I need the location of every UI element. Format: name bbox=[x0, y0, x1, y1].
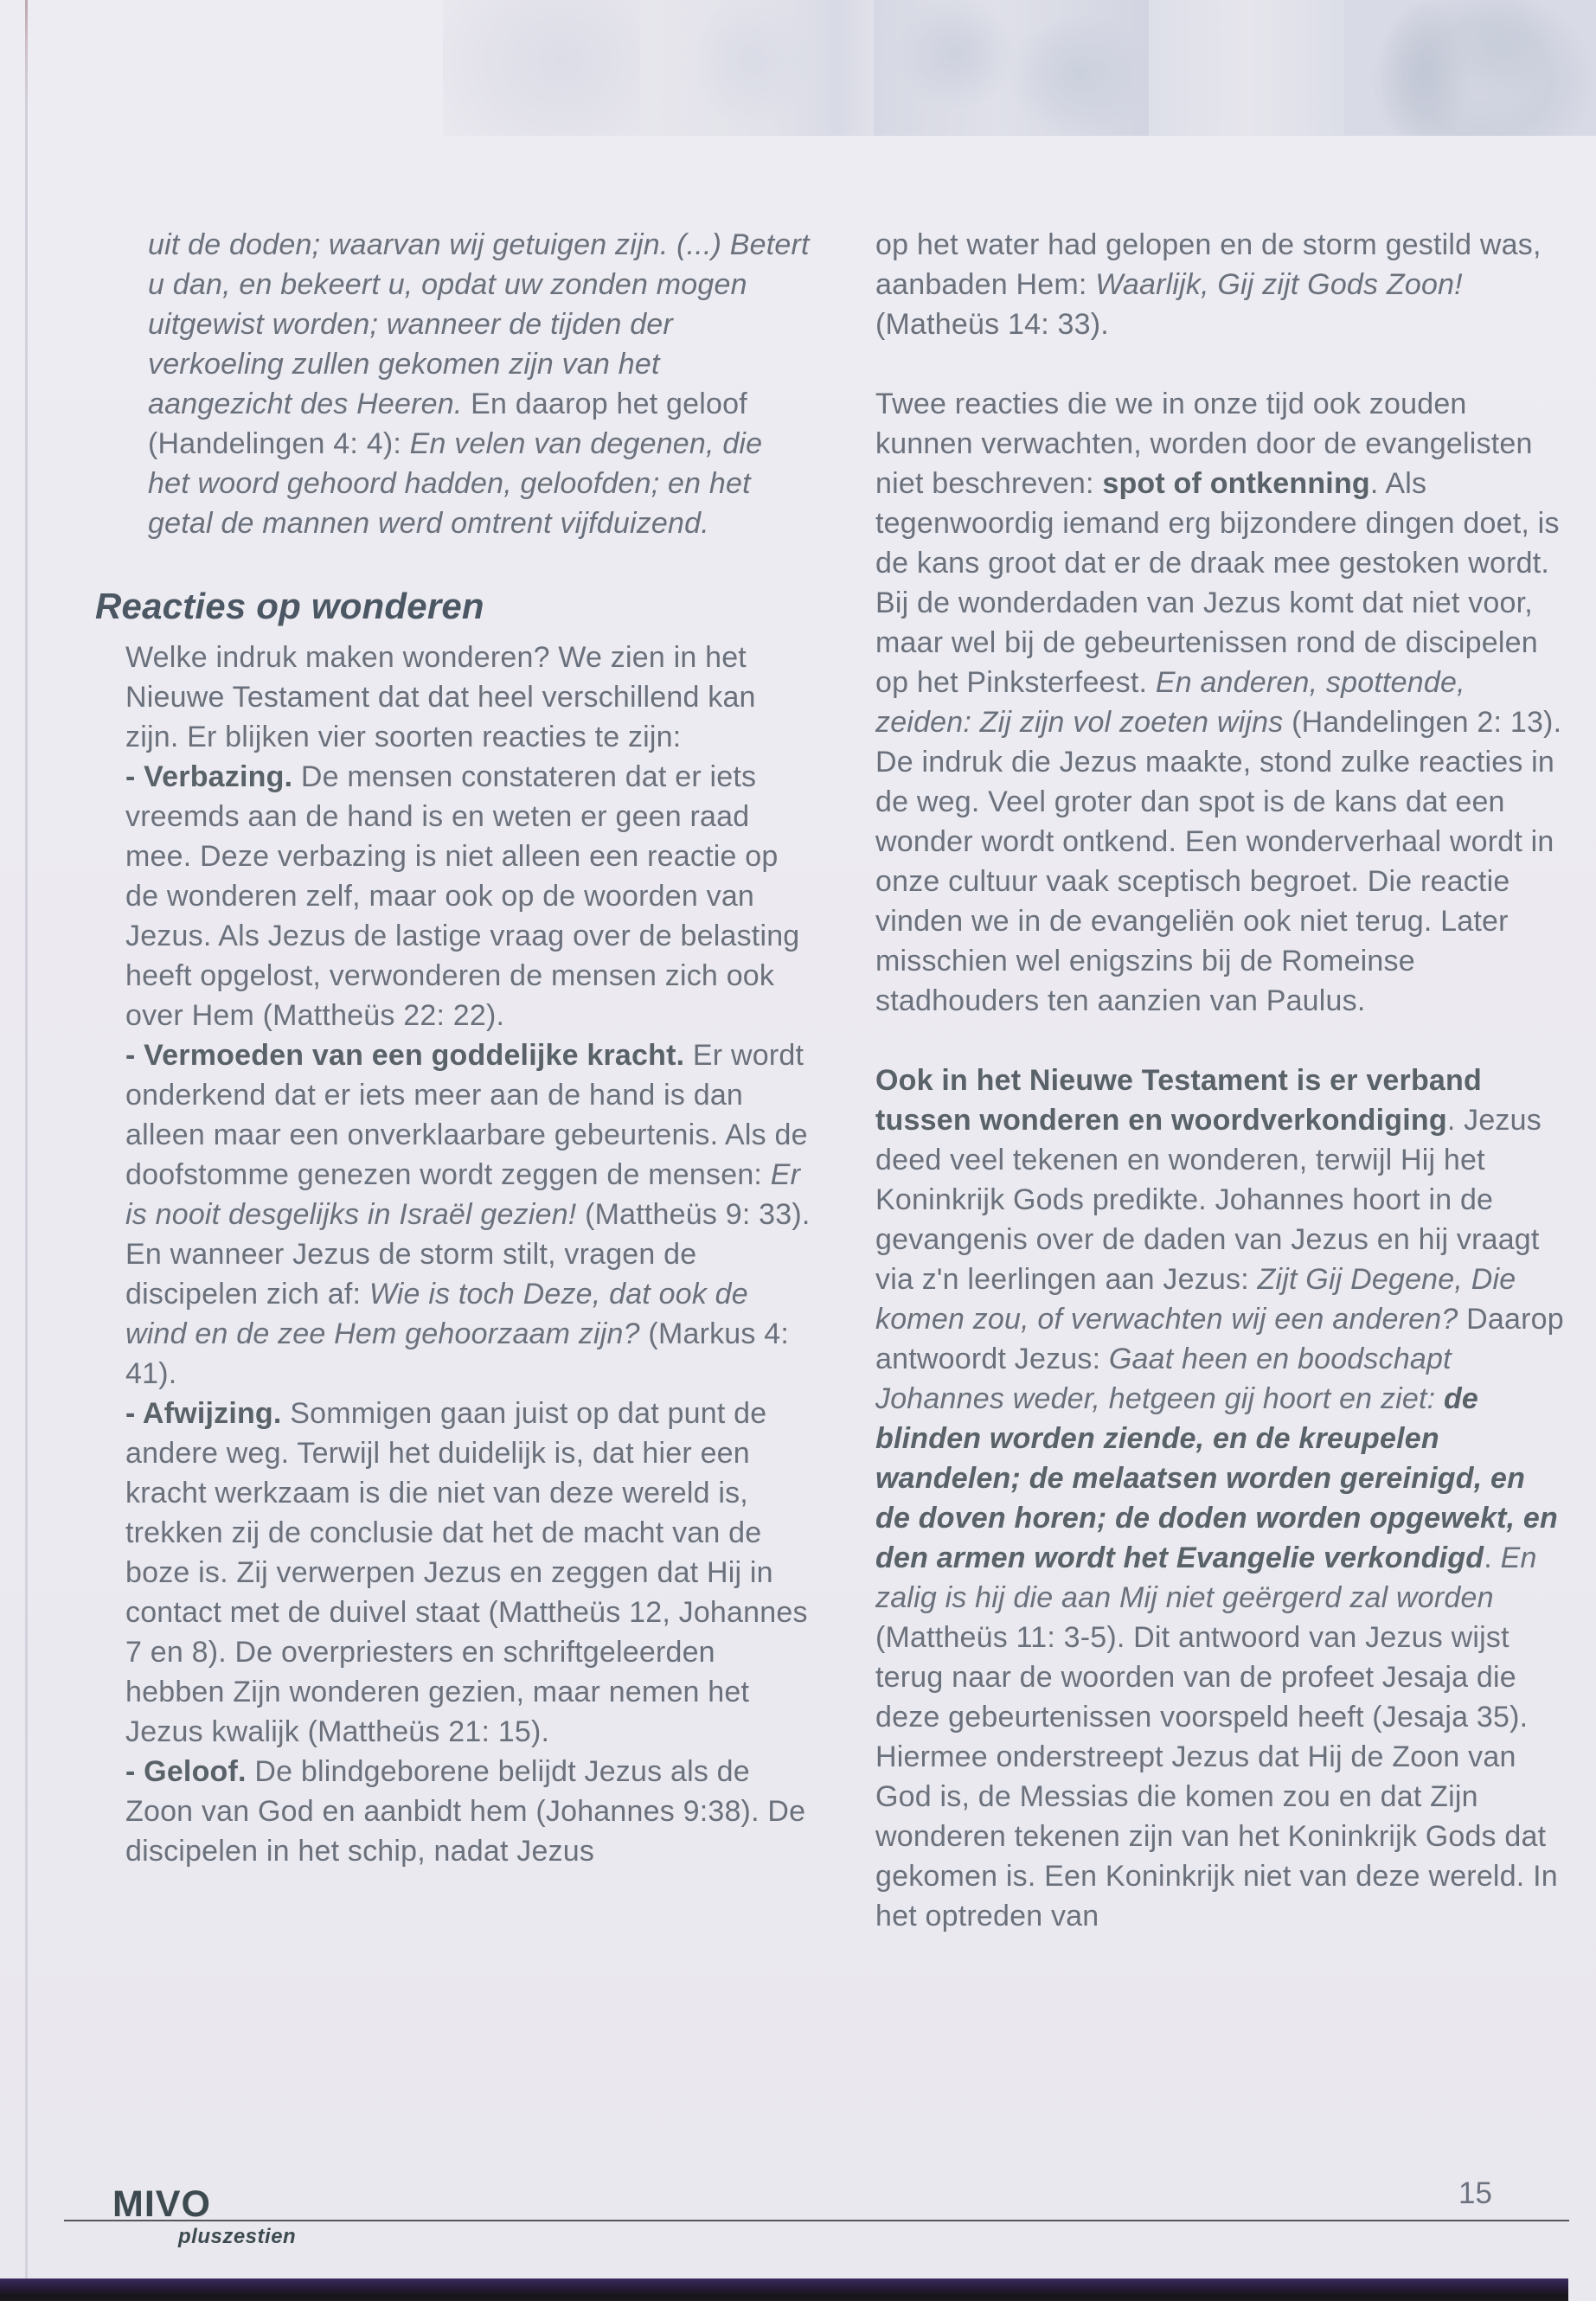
text-segment: . Als tegenwoordig iemand erg bijzondere dingen doet, is de kans groot dat er de draak mee gestoken wordt. Bij de wonderdaden van Jezus komt dat niet voor, maar wel bij de gebeurtenissen rond de discipelen op het Pinksterfeest. bbox=[875, 467, 1560, 699]
text-segment: . Jezus deed veel tekenen en wonderen, terwijl Hij het Koninkrijk Gods predikte. Johannes hoort in de gevangenis over de daden van Jezus en hij vraagt via z'n leerlingen aan Jezus: bbox=[875, 1104, 1542, 1296]
text-segment: (Mattheüs 11: 3-5). Dit antwoord van Jezus wijst terug naar de woorden van de profeet Jesaja die deze gebeurtenissen voorspeld heeft (Jesaja 35). Hiermee onderstreept Jezus dat Hij de Zoon van God is, de Messias die komen zou en dat Zijn wonderen tekenen zijn van het Koninkrijk Gods dat gekomen is. Een Koninkrijk niet van deze wereld. In het optreden van bbox=[875, 1621, 1558, 1932]
text-segment: Zijt Gij Degene, Die komen zou, of verwachten wij een anderen? bbox=[875, 1263, 1516, 1336]
text-segment: En anderen, spottende, zeiden: Zij zijn vol zoeten wijns bbox=[875, 666, 1465, 739]
header-photo-1 bbox=[443, 0, 640, 136]
right-column bbox=[875, 225, 1564, 1936]
text-segment: Er is nooit desgelijks in Israël gezien! bbox=[125, 1158, 801, 1231]
text-segment: de blinden worden ziende, en de kreupelen wandelen; de melaatsen worden gereinigd, en de doven horen; de doden worden opgewekt, en den armen wordt het Evangelie verkondigd bbox=[875, 1382, 1558, 1574]
body-paragraph bbox=[125, 1752, 811, 1871]
text-segment: - Verbazing. bbox=[125, 760, 293, 793]
text-segment: En daarop het geloof (Handelingen 4: 4): bbox=[148, 388, 747, 460]
text-segment: Twee reacties die we in onze tijd ook zouden kunnen verwachten, worden door de evangelisten niet beschreven: bbox=[875, 388, 1533, 500]
body-paragraph bbox=[125, 1035, 811, 1394]
text-segment: Sommigen gaan juist op dat punt de andere weg. Terwijl het duidelijk is, dat hier een kracht werkzaam is die niet van deze wereld is, trekken zij de conclusie dat het de macht van de boze is. Zij verwerpen Jezus en zeggen dat Hij in contact met de duivel staat (Mattheüs 12, Johannes 7 en 8). De overpriesters en schriftgeleerden hebben Zijn wonderen gezien, maar nemen het Jezus kwalijk (Mattheüs 21: 15). bbox=[125, 1397, 808, 1748]
text-segment: . bbox=[1484, 1541, 1501, 1574]
page-number: 15 bbox=[1458, 2176, 1492, 2210]
text-segment: Wie is toch Deze, dat ook de wind en de zee Hem gehoorzaam zijn? bbox=[125, 1278, 748, 1350]
text-segment: uit de doden; waarvan wij getuigen zijn. (...) Betert u dan, en bekeert u, opdat uw zonden mogen uitgewist worden; wanneer de tijden der verkoeling zullen gekomen zijn van het aangezicht des Heeren. bbox=[148, 228, 810, 420]
header-photo-5 bbox=[1344, 0, 1596, 136]
bottom-bar bbox=[0, 2279, 1568, 2301]
quote-paragraph bbox=[148, 225, 811, 543]
text-segment: - Geloof. bbox=[125, 1755, 247, 1788]
text-segment: Er wordt onderkend dat er iets meer aan de hand is dan alleen maar een onverklaarbare gebeurtenis. Als de doofstomme genezen wordt zeggen de mensen: bbox=[125, 1039, 808, 1191]
text-segment: - Vermoeden van een goddelijke kracht. bbox=[125, 1039, 685, 1072]
body-paragraph bbox=[875, 1061, 1564, 1936]
page-edge-line bbox=[25, 0, 28, 2301]
text-segment: En velen van degenen, die het woord gehoord hadden, geloofden; en het getal de mannen werd omtrent vijfduizend. bbox=[148, 427, 763, 540]
text-segment: Gaat heen en boodschapt Johannes weder, hetgeen gij hoort en ziet: bbox=[875, 1343, 1452, 1415]
text-segment: (Matheüs 14: 33). bbox=[875, 308, 1109, 341]
header-photo-3 bbox=[874, 0, 1149, 136]
text-segment: Reacties op wonderen bbox=[95, 586, 484, 626]
left-column bbox=[95, 225, 811, 1871]
text-segment: De blindgeborene belijdt Jezus als de Zoon van God en aanbidt hem (Johannes 9:38). De discipelen in het schip, nadat Jezus bbox=[125, 1755, 806, 1868]
body-paragraph bbox=[875, 225, 1564, 344]
text-segment: (Mattheüs 9: 33). En wanneer Jezus de storm stilt, vragen de discipelen zich af: bbox=[125, 1198, 811, 1311]
mivo-logo-subtitle: pluszestien bbox=[178, 2225, 297, 2248]
text-segment: Welke indruk maken wonderen? We zien in het Nieuwe Testament dat dat heel verschillend kan zijn. Er blijken vier soorten reacties te zijn: bbox=[125, 641, 756, 753]
footer-rule bbox=[64, 2220, 1569, 2221]
header-photo-2 bbox=[640, 0, 874, 136]
mivo-logo: MIVO bbox=[112, 2183, 211, 2225]
text-segment: spot of ontkenning bbox=[1102, 467, 1370, 500]
text-segment: De mensen constateren dat er iets vreemds aan de hand is en weten er geen raad mee. Deze verbazing is niet alleen een reactie op de wonderen zelf, maar ook op de woorden van Jezus. Als Jezus de lastige vraag over de belasting heeft opgelost, verwonderen de mensen zich ook over Hem (Mattheüs 22: 22). bbox=[125, 760, 800, 1032]
header-photo-strip bbox=[443, 0, 1596, 136]
header-photo-4 bbox=[1149, 0, 1344, 136]
body-paragraph bbox=[875, 384, 1564, 1021]
section-heading bbox=[95, 586, 811, 629]
body-paragraph bbox=[125, 1394, 811, 1752]
text-segment: Ook in het Nieuwe Testament is er verband tussen wonderen en woordverkondiging bbox=[875, 1064, 1482, 1137]
text-segment: (Markus 4: 41). bbox=[125, 1317, 790, 1390]
text-segment: En zalig is hij die aan Mij niet geërgerd zal worden bbox=[875, 1541, 1537, 1614]
body-paragraph bbox=[125, 638, 811, 757]
text-segment: Daarop antwoordt Jezus: bbox=[875, 1303, 1564, 1375]
text-segment: (Handelingen 2: 13). De indruk die Jezus maakte, stond zulke reacties in de weg. Veel groter dan spot is de kans dat een wonder wordt ontkend. Een wonderverhaal wordt in onze cultuur vaak sceptisch begroet. Die reactie vinden we in de evangeliën ook niet terug. Later misschien wel enigszins bij de Romeinse stadhouders ten aanzien van Paulus. bbox=[875, 706, 1562, 1017]
text-segment: - Afwijzing. bbox=[125, 1397, 282, 1430]
body-paragraph bbox=[125, 757, 811, 1035]
text-segment: Waarlijk, Gij zijt Gods Zoon! bbox=[1095, 268, 1463, 301]
text-segment: op het water had gelopen en de storm gestild was, aanbaden Hem: bbox=[875, 228, 1542, 301]
